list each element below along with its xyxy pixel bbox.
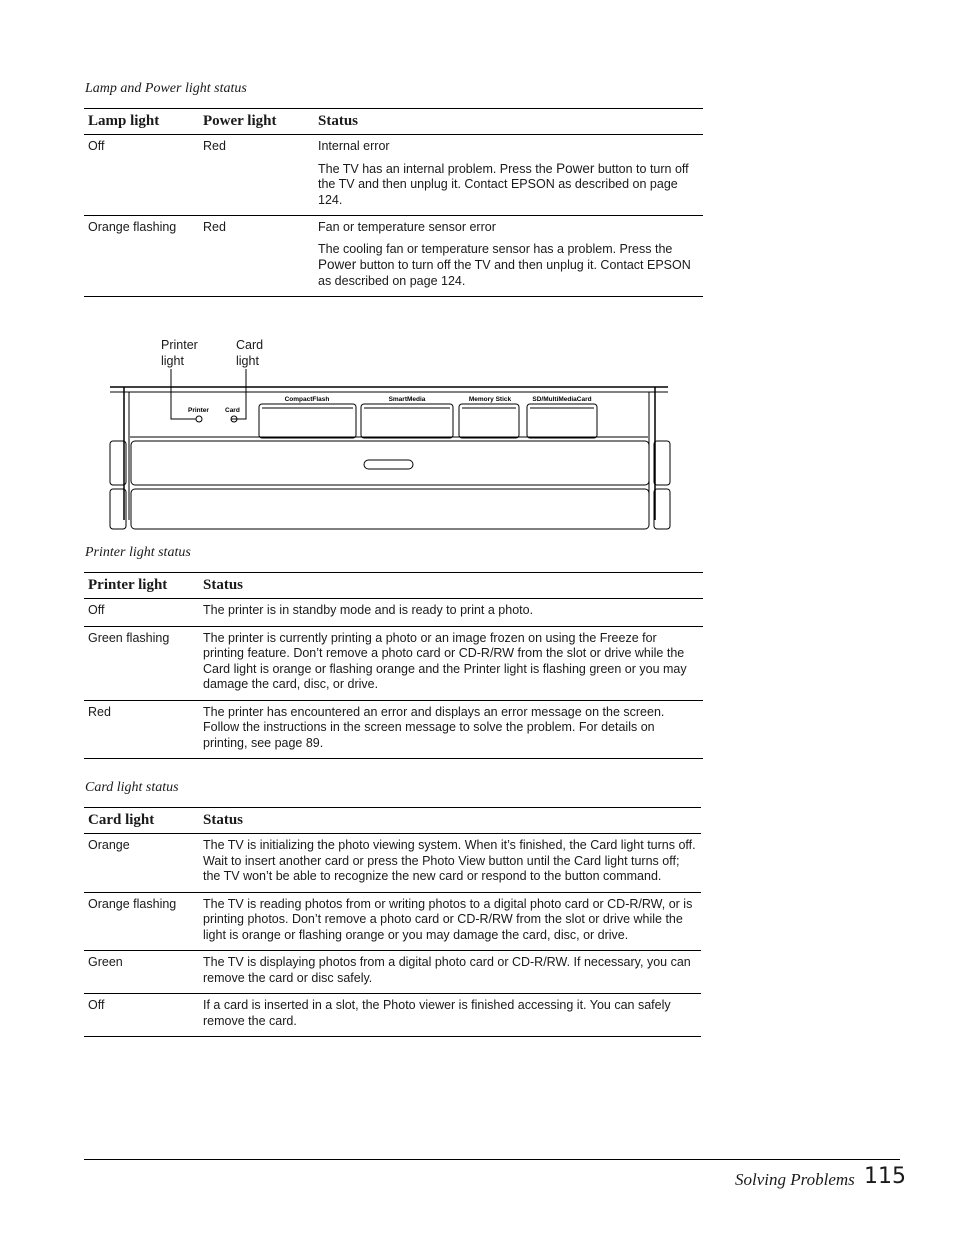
sd-multimediacard-slot bbox=[527, 404, 597, 438]
printer-light-callout: Printer light bbox=[161, 338, 198, 368]
table-row bbox=[84, 834, 701, 893]
card-table-caption: Card light status bbox=[85, 780, 179, 795]
column-header: Printer light bbox=[84, 573, 199, 599]
power-light-cell: Red bbox=[199, 135, 314, 216]
status-cell: The printer is currently printing a photo or an image frozen on using the Freeze for printing feature. Don’t remove a photo card or CD-R/RW from the slot or drive while the Card light is orange or flashing orange and the Printer light is flashing green or you may damage the card, disc, or drive. bbox=[199, 626, 703, 700]
page-number: 115 bbox=[864, 1164, 906, 1189]
light-cell: Orange flashing bbox=[84, 892, 199, 951]
column-header: Status bbox=[199, 808, 701, 834]
column-header: Card light bbox=[84, 808, 199, 834]
status-cell: The TV is reading photos from or writing photos to a digital photo card or CD-R/RW, or is printing photos. Don’t remove a photo card or CD-R/RW from the slot or drive while the light is orange or flashing orange or you may damage the card, disc, or drive. bbox=[199, 892, 701, 951]
status-cell: The TV is initializing the photo viewing system. When it’s finished, the Card light turns off. Wait to insert another card or press the Photo View button until the Card light turns off; the TV won’t be able to recognize the new card or respond to the button command. bbox=[199, 834, 701, 893]
table-header-row bbox=[84, 808, 701, 834]
slot-label: SmartMedia bbox=[388, 396, 426, 403]
card-light-callout: Card light bbox=[236, 338, 264, 368]
status-cell: The printer has encountered an error and displays an error message on the screen. Follow the instructions in the screen message to solve the problem. For details on printing, see page 89. bbox=[199, 700, 703, 759]
table-header-row bbox=[84, 573, 703, 599]
compactflash-slot bbox=[259, 404, 356, 438]
panel-printer-label: Printer bbox=[188, 407, 209, 414]
lamp-light-cell: Off bbox=[84, 135, 199, 216]
light-cell: Off bbox=[84, 994, 199, 1037]
column-header: Status bbox=[314, 109, 703, 135]
section-title: Solving Problems bbox=[735, 1170, 855, 1189]
table-row bbox=[84, 994, 701, 1037]
column-header: Power light bbox=[199, 109, 314, 135]
light-cell: Off bbox=[84, 599, 199, 627]
status-cell: The TV is displaying photos from a digital photo card or CD-R/RW. If necessary, you can remove the card or disc safely. bbox=[199, 951, 701, 994]
panel-card-label: Card bbox=[225, 407, 240, 414]
slot-label: CompactFlash bbox=[284, 396, 330, 403]
power-keyword: Power bbox=[318, 257, 357, 272]
table-row bbox=[84, 951, 701, 994]
status-cell: The printer is in standby mode and is ready to print a photo. bbox=[199, 599, 703, 627]
status-description: The TV has an internal problem. Press the Power button to turn off the TV and then unplug it. Contact EPSON as described on page 124. bbox=[318, 160, 689, 207]
table-row bbox=[84, 599, 703, 627]
lamp-light-cell: Orange flashing bbox=[84, 216, 199, 297]
table-row bbox=[84, 700, 703, 759]
status-cell: If a card is inserted in a slot, the Photo viewer is finished accessing it. You can safely remove the card. bbox=[199, 994, 701, 1037]
slot-label: Memory Stick bbox=[468, 396, 512, 403]
printer-led bbox=[196, 416, 202, 422]
disc-eject-button bbox=[364, 460, 413, 469]
power-keyword: Power bbox=[556, 160, 595, 176]
smartmedia-slot bbox=[361, 404, 453, 438]
status-description: The cooling fan or temperature sensor has a problem. Press the Power button to turn off the TV and then unplug it. Contact EPSON as described on page 124. bbox=[318, 241, 691, 288]
column-header: Status bbox=[199, 573, 703, 599]
tv-front-panel-illustration bbox=[0, 0, 954, 540]
status-title: Internal error bbox=[318, 139, 390, 153]
power-light-cell: Red bbox=[199, 216, 314, 297]
memory-stick-slot bbox=[459, 404, 519, 438]
table-row bbox=[84, 626, 703, 700]
lamp-table-caption: Lamp and Power light status bbox=[85, 81, 247, 96]
status-title: Fan or temperature sensor error bbox=[318, 220, 496, 234]
footer-rule bbox=[84, 1159, 900, 1160]
card-light-table bbox=[84, 807, 701, 1037]
printer-light-table bbox=[84, 572, 703, 759]
light-cell: Green bbox=[84, 951, 199, 994]
table-row bbox=[84, 892, 701, 951]
light-cell: Green flashing bbox=[84, 626, 199, 700]
column-header: Lamp light bbox=[84, 109, 199, 135]
light-cell: Orange bbox=[84, 834, 199, 893]
slot-label: SD/MultiMediaCard bbox=[532, 396, 592, 403]
light-cell: Red bbox=[84, 700, 199, 759]
printer-table-caption: Printer light status bbox=[85, 545, 191, 560]
